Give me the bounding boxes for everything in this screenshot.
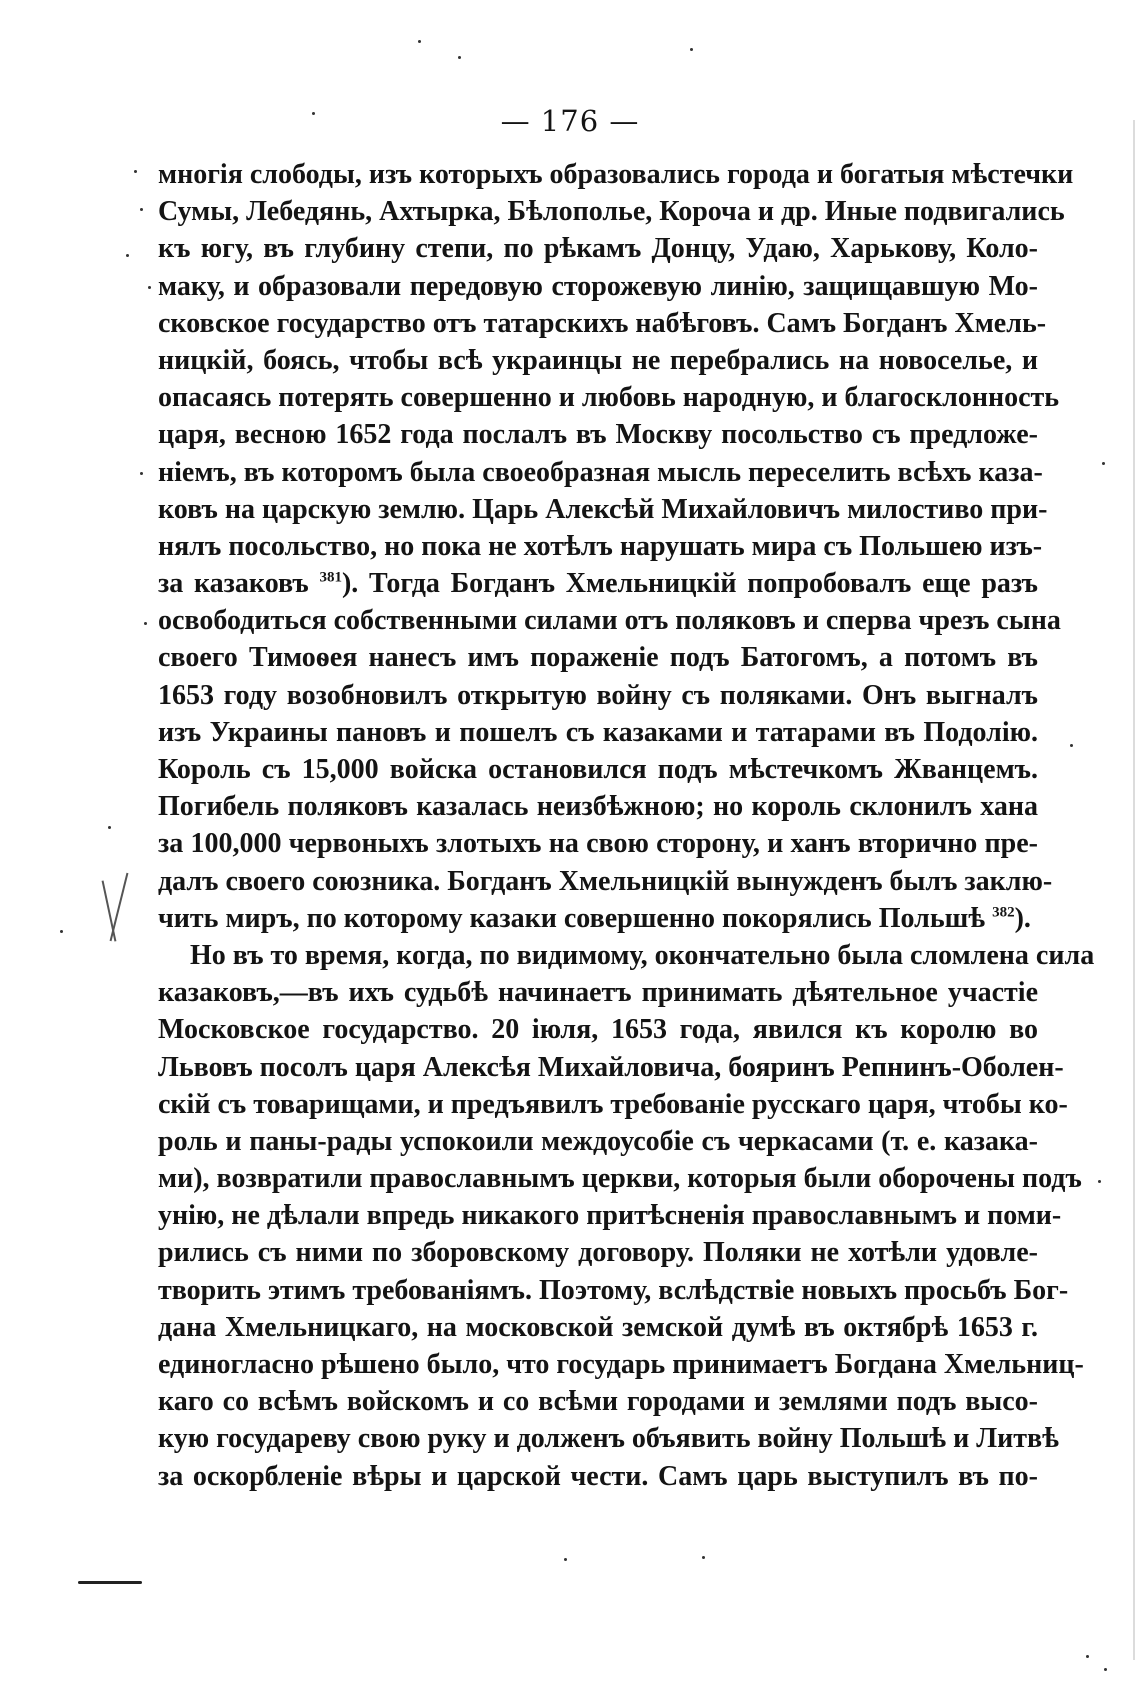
- paragraph-2: [158, 937, 1095, 1495]
- text-line: кую государеву свою руку и долженъ объявить войну Польшѣ и Литвѣ: [158, 1423, 1059, 1455]
- scan-smudge: [78, 1581, 142, 1584]
- text-line: казаковъ,—въ ихъ судьбѣ начинаетъ принимать дѣятельное участіе: [158, 977, 1038, 1009]
- text-line: 1653 году возобновилъ открытую войну съ поляками. Онъ выгналъ: [158, 679, 1038, 711]
- text-line: маку, и образовали передовую сторожевую линію, защищавшую Мо-: [158, 270, 1038, 302]
- paragraph-1: [158, 156, 1074, 937]
- text-line-with-footnote: [158, 900, 1038, 937]
- scan-speck: [140, 472, 143, 475]
- margin-pencil-stroke: [102, 880, 117, 941]
- scan-speck: [702, 1556, 705, 1559]
- text-line: Но въ то время, когда, по видимому, окончательно была сломлена сила: [190, 939, 1095, 971]
- text-line: ковъ на царскую землю. Царь Алексѣй Михайловичъ милостиво при-: [158, 493, 1048, 525]
- line-text: ). Тогда Богданъ Хмельницкій попробовалъ еще разъ: [341, 568, 1038, 600]
- text-line: за 100,000 червоныхъ злотыхъ на свою сторону, и ханъ вторично пре-: [158, 828, 1038, 860]
- line-text: ).: [1014, 902, 1031, 934]
- margin-pencil-stroke: [110, 873, 129, 941]
- text-line: своего Тимоѳея нанесъ имъ пораженіе подъ Батогомъ, а потомъ въ: [158, 642, 1038, 674]
- scan-speck: [1086, 1655, 1089, 1658]
- text-line: Московское государство. 20 іюля, 1653 года, явился къ королю во: [158, 1014, 1038, 1046]
- text-line: освободиться собственными силами отъ поляковъ и сперва чрезъ сына: [158, 605, 1061, 637]
- scan-speck: [126, 254, 129, 257]
- text-line: Сумы, Лебедянь, Ахтырка, Бѣлополье, Короча и др. Иные подвигались: [158, 196, 1065, 228]
- text-line: творить этимъ требованіямъ. Поэтому, вслѣдствіе новыхъ просьбъ Бог-: [158, 1274, 1069, 1306]
- scan-speck: [60, 930, 63, 933]
- text-line: далъ своего союзника. Богданъ Хмельницкій вынужденъ былъ заклю-: [158, 865, 1053, 897]
- text-line: къ югу, въ глубину степи, по рѣкамъ Донцу, Удаю, Харькову, Коло-: [158, 233, 1038, 265]
- scan-speck: [418, 40, 421, 43]
- scan-speck: [690, 48, 693, 51]
- text-line: ніемъ, въ которомъ была своеобразная мысль переселить всѣхъ каза-: [158, 456, 1043, 488]
- scan-speck: [1104, 1668, 1107, 1671]
- text-line: ми), возвратили православнымъ церкви, которыя были оборочены подъ: [158, 1163, 1082, 1195]
- footnote-ref-381: 381: [319, 569, 342, 586]
- scan-speck: [140, 208, 143, 211]
- text-line: дана Хмельницкаго, на московской земской думѣ въ октябрѣ 1653 г.: [158, 1311, 1038, 1343]
- text-line: нялъ посольство, но пока не хотѣлъ нарушать мира съ Польшею изъ-: [158, 530, 1043, 562]
- scan-speck: [1102, 462, 1105, 465]
- text-line: каго со всѣмъ войскомъ и со всѣми городами и землями подъ высо-: [158, 1386, 1038, 1418]
- page-number: — 176 —: [500, 104, 640, 138]
- scan-speck: [458, 56, 461, 59]
- page-edge-shadow: [1133, 120, 1135, 1660]
- text-line: единогласно рѣшено было, что государь принимаетъ Богдана Хмельниц-: [158, 1349, 1084, 1380]
- scan-speck: [1098, 1180, 1101, 1183]
- text-line: Король съ 15,000 войска остановился подъ мѣстечкомъ Жванцемъ.: [158, 754, 1038, 785]
- scan-speck: [564, 1558, 567, 1561]
- text-line: Львовъ посолъ царя Алексѣя Михайловича, бояринъ Репнинъ-Оболен-: [158, 1051, 1064, 1083]
- scan-speck: [108, 826, 111, 829]
- scan-speck: [148, 286, 151, 289]
- text-line: унію, не дѣлали впредь никакого притѣсненія православнымъ и поми-: [158, 1200, 1062, 1232]
- scan-speck: [144, 622, 147, 625]
- scan-speck: [312, 112, 315, 115]
- text-line: ницкій, боясь, чтобы всѣ украинцы не перебрались на новоселье, и: [158, 344, 1038, 376]
- text-line: сковское государство отъ татарскихъ набѣговъ. Самъ Богданъ Хмель-: [158, 307, 1047, 339]
- text-line-with-footnote: [158, 565, 1038, 602]
- line-text: чить миръ, по которому казаки совершенно покорялись Польшѣ: [158, 902, 993, 934]
- text-line: многія слободы, изъ которыхъ образовались города и богатыя мѣстечки: [158, 159, 1074, 190]
- text-line: опасаясь потерять совершенно и любовь народную, и благосклонность: [158, 382, 1060, 414]
- footnote-ref-382: 382: [992, 904, 1015, 921]
- text-line: Погибель поляковъ казалась неизбѣжною; но король склонилъ хана: [158, 791, 1038, 823]
- scan-speck: [134, 170, 137, 173]
- text-line: царя, весною 1652 года послалъ въ Москву посольство съ предложе-: [158, 419, 1038, 451]
- text-line: за оскорбленіе вѣры и царской чести. Самъ царь выступилъ въ по-: [158, 1460, 1038, 1492]
- text-line: изъ Украины пановъ и пошелъ съ казаками и татарами въ Подолію.: [158, 716, 1038, 748]
- line-text: за казаковъ: [158, 568, 320, 600]
- text-line: скій съ товарищами, и предъявилъ требованіе русскаго царя, чтобы ко-: [158, 1088, 1068, 1120]
- body-text: [158, 156, 1095, 1495]
- text-line: роль и паны-рады успокоили междоусобіе съ черкасами (т. е. казака-: [158, 1125, 1038, 1157]
- text-line: рились съ ними по зборовскому договору. Поляки не хотѣли удовле-: [158, 1237, 1038, 1269]
- scan-speck: [1070, 744, 1073, 747]
